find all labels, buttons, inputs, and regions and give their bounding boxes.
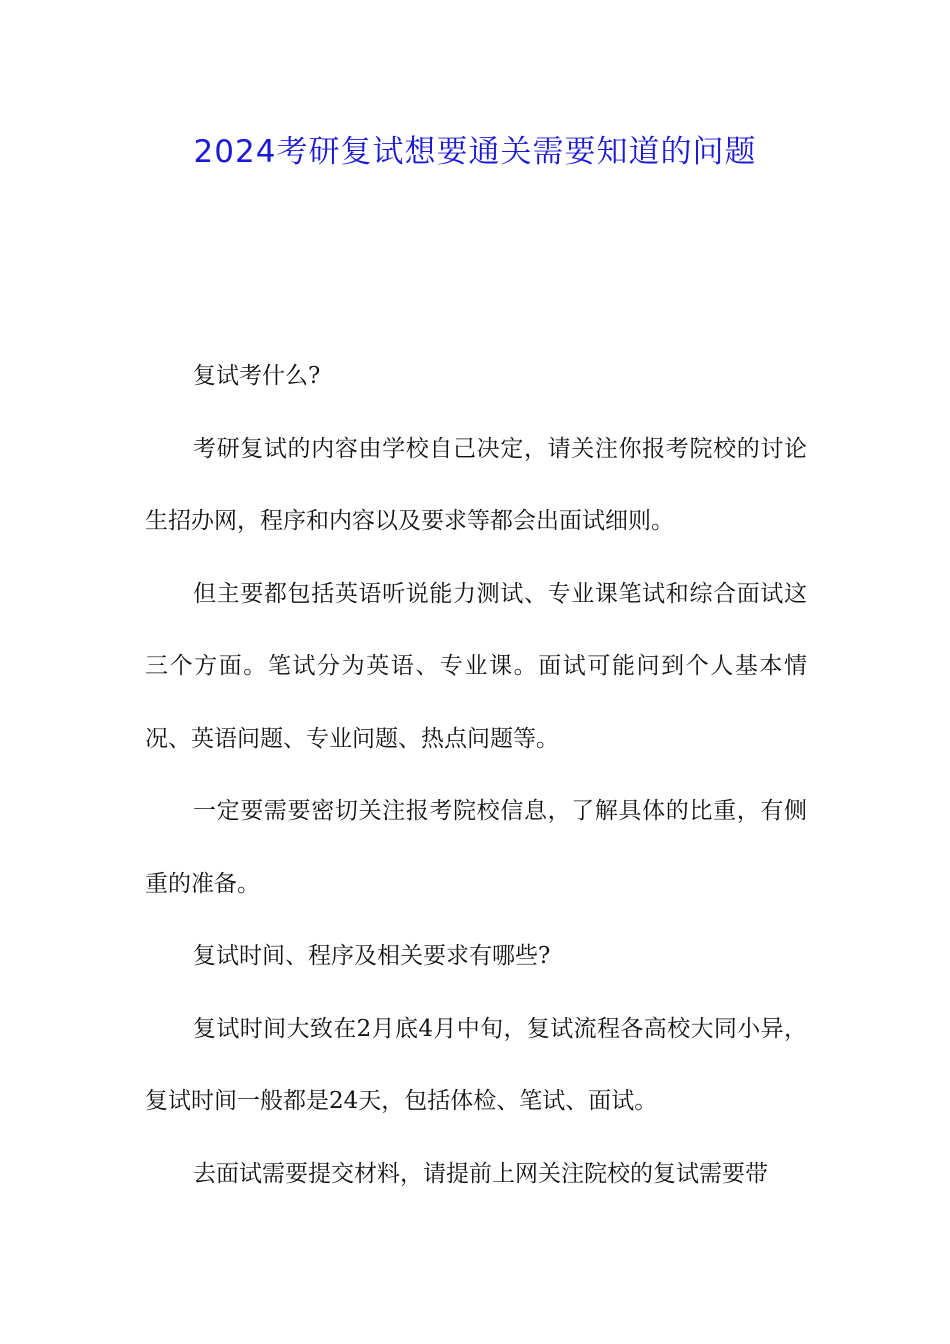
paragraph-3: 但主要都包括英语听说能力测试、专业课笔试和综合面试这三个方面。笔试分为英语、专业课。面试可能问到个人基本情况、英语问题、专业问题、热点问题等。 — [145, 580, 807, 752]
paragraph-2: 考研复试的内容由学校自己决定，请关注你报考院校的讨论生招办网，程序和内容以及要求等都会出面试细则。 — [145, 435, 807, 534]
document-body — [145, 340, 807, 1210]
paragraph-5: 复试时间、程序及相关要求有哪些? — [193, 943, 551, 969]
paragraph-6: 复试时间大致在2月底4月中旬，复试流程各高校大同小异，复试时间一般都是24天，包括体检、笔试、面试。 — [145, 1015, 807, 1114]
paragraph-1: 复试考什么? — [193, 363, 321, 389]
paragraph-4: 一定要需要密切关注报考院校信息，了解具体的比重，有侧重的准备。 — [145, 798, 807, 897]
document-title: 2024考研复试想要通关需要知道的问题 — [193, 134, 757, 170]
paragraph-7: 去面试需要提交材料，请提前上网关注院校的复试需要带 — [193, 1160, 768, 1187]
